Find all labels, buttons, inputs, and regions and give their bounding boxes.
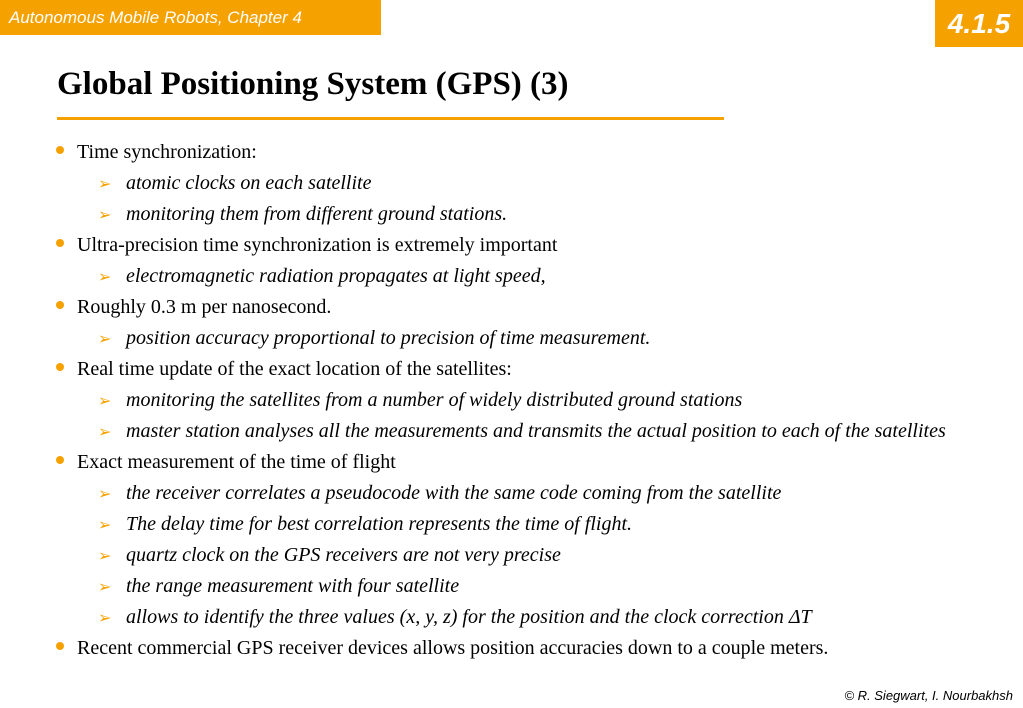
bullet-text: monitoring the satellites from a number of widely distributed ground stations	[126, 389, 743, 411]
bullet-item	[56, 294, 996, 320]
bullet-text: the receiver correlates a pseudocode with the same code coming from the satellite	[126, 482, 782, 504]
bullet-dot-icon	[56, 301, 64, 309]
arrow-bullet-icon: ➢	[98, 577, 112, 596]
bullet-text: Recent commercial GPS receiver devices allows position accuracies down to a couple meters.	[77, 637, 829, 659]
bullet-list	[56, 139, 996, 666]
arrow-bullet-icon: ➢	[98, 205, 112, 224]
sub-bullet-item	[56, 604, 996, 630]
bullet-text: master station analyses all the measurements and transmits the actual position to each of the satellites	[126, 420, 946, 442]
bullet-item	[56, 635, 996, 661]
copyright-footer: © R. Siegwart, I. Nourbakhsh	[844, 688, 1013, 703]
title-underline	[57, 117, 724, 120]
arrow-bullet-icon: ➢	[98, 422, 112, 441]
bullet-text: atomic clocks on each satellite	[126, 172, 372, 194]
slide-title: Global Positioning System (GPS) (3)	[57, 66, 569, 102]
bullet-item	[56, 232, 996, 258]
sub-bullet-item	[56, 418, 996, 444]
bullet-dot-icon	[56, 146, 64, 154]
arrow-bullet-icon: ➢	[98, 546, 112, 565]
sub-bullet-item	[56, 480, 996, 506]
bullet-text: Time synchronization:	[77, 141, 257, 163]
sub-bullet-item	[56, 325, 996, 351]
bullet-dot-icon	[56, 239, 64, 247]
arrow-bullet-icon: ➢	[98, 267, 112, 286]
bullet-text: monitoring them from different ground stations.	[126, 203, 508, 225]
bullet-dot-icon	[56, 456, 64, 464]
bullet-text: allows to identify the three values (x, y, z) for the position and the clock correction ΔT	[126, 606, 812, 628]
bullet-item	[56, 449, 996, 475]
bullet-dot-icon	[56, 642, 64, 650]
arrow-bullet-icon: ➢	[98, 608, 112, 627]
sub-bullet-item	[56, 511, 996, 537]
chapter-header: Autonomous Mobile Robots, Chapter 4	[0, 0, 381, 35]
sub-bullet-item	[56, 387, 996, 413]
bullet-text: Real time update of the exact location of the satellites:	[77, 358, 512, 380]
bullet-item	[56, 139, 996, 165]
bullet-text: Ultra-precision time synchronization is extremely important	[77, 234, 558, 256]
bullet-text: The delay time for best correlation represents the time of flight.	[126, 513, 633, 535]
bullet-dot-icon	[56, 363, 64, 371]
arrow-bullet-icon: ➢	[98, 329, 112, 348]
sub-bullet-item	[56, 201, 996, 227]
arrow-bullet-icon: ➢	[98, 484, 112, 503]
bullet-text: the range measurement with four satellite	[126, 575, 460, 597]
bullet-text: quartz clock on the GPS receivers are not very precise	[126, 544, 561, 566]
arrow-bullet-icon: ➢	[98, 391, 112, 410]
bullet-text: position accuracy proportional to precision of time measurement.	[126, 327, 651, 349]
bullet-item	[56, 356, 996, 382]
bullet-text: electromagnetic radiation propagates at light speed,	[126, 265, 546, 287]
sub-bullet-item	[56, 542, 996, 568]
sub-bullet-item	[56, 263, 996, 289]
bullet-text: Exact measurement of the time of flight	[77, 451, 396, 473]
arrow-bullet-icon: ➢	[98, 174, 112, 193]
arrow-bullet-icon: ➢	[98, 515, 112, 534]
sub-bullet-item	[56, 170, 996, 196]
bullet-text: Roughly 0.3 m per nanosecond.	[77, 296, 332, 318]
sub-bullet-item	[56, 573, 996, 599]
section-number-badge: 4.1.5	[935, 0, 1023, 47]
